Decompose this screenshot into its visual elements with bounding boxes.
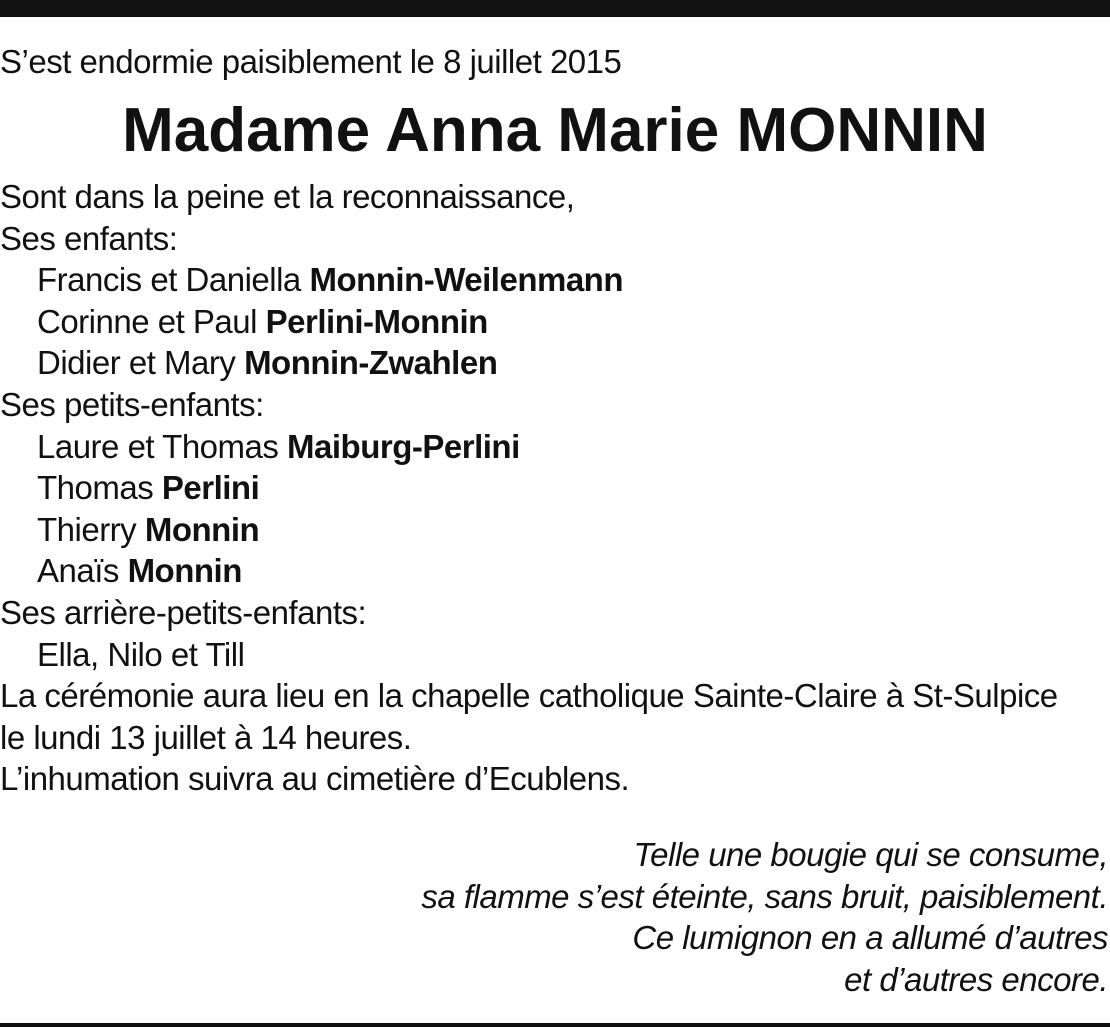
announcement-line: S’est endormie paisiblement le 8 juillet 2015 xyxy=(0,43,622,80)
grandchildren-heading: Ses petits-enfants: xyxy=(0,385,264,423)
member-given-names: Francis et Daniella xyxy=(37,261,301,299)
ceremony-line-1: La cérémonie aura lieu en la chapelle catholique Sainte-Claire à St-Sulpice xyxy=(0,677,1058,715)
grandchildren-member xyxy=(0,467,1110,509)
children-member xyxy=(0,259,1110,301)
member-surname: Monnin xyxy=(127,552,242,590)
top-border-rule xyxy=(0,0,1110,17)
poem-line: Telle une bougie qui se consume, xyxy=(633,836,1108,873)
member-surname: Perlini-Monnin xyxy=(265,302,488,340)
poem-line: et d’autres encore. xyxy=(844,960,1108,998)
great-grandchildren-heading: Ses arrière-petits-enfants: xyxy=(0,593,367,631)
member-given-names: Corinne et Paul xyxy=(37,302,257,340)
member-given-names: Thierry xyxy=(37,510,137,548)
bottom-border-rule xyxy=(0,1023,1110,1027)
deceased-name: Madame Anna Marie MONNIN xyxy=(122,96,988,165)
obituary-body xyxy=(0,38,1110,800)
poem-line: sa flamme s’est éteinte, sans bruit, paisiblement. xyxy=(421,877,1108,915)
poem-quote xyxy=(208,834,1108,1000)
grandchildren-member xyxy=(0,426,1110,468)
poem-line: Ce lumignon en a allumé d’autres xyxy=(632,919,1108,957)
member-given-names: Anaïs xyxy=(37,552,119,590)
member-given-names: Thomas xyxy=(37,469,154,507)
ceremony-line-2: le lundi 13 juillet à 14 heures. xyxy=(0,718,412,756)
member-surname: Perlini xyxy=(161,469,260,507)
member-given-names: Didier et Mary xyxy=(37,344,236,382)
member-surname: Monnin-Zwahlen xyxy=(244,344,498,382)
member-surname: Monnin-Weilenmann xyxy=(309,261,623,299)
member-surname: Monnin xyxy=(144,510,260,548)
grandchildren-member xyxy=(0,509,1110,551)
children-heading: Ses enfants: xyxy=(0,219,178,257)
children-member xyxy=(0,342,1110,384)
member-given-names: Laure et Thomas xyxy=(37,427,279,465)
burial-line: L’inhumation suivra au cimetière d’Ecublens. xyxy=(0,760,630,798)
intro-line: Sont dans la peine et la reconnaissance, xyxy=(0,178,575,215)
grandchildren-member xyxy=(0,550,1110,592)
member-surname: Maiburg-Perlini xyxy=(287,427,520,465)
great-grandchildren-names: Ella, Nilo et Till xyxy=(37,635,245,673)
children-member xyxy=(0,301,1110,343)
